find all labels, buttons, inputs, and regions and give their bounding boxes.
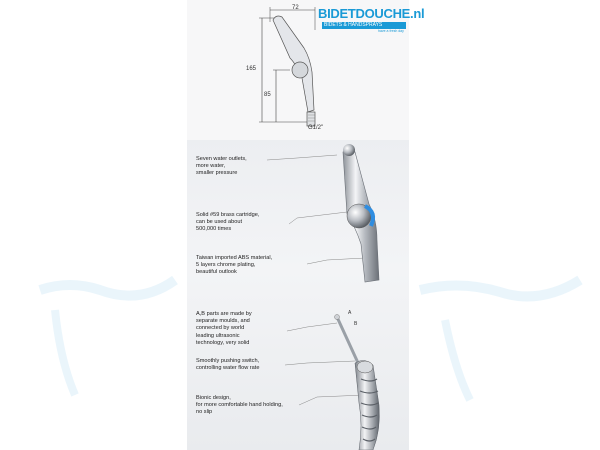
brand-logo [318, 6, 425, 36]
feature-cartridge: Solid #59 brass cartridge, can be used about 500,000 times [196, 212, 260, 233]
feature-bionic: Bionic design, for more comfortable hand holding, no slip [196, 395, 283, 416]
dim-total-height: 165 [246, 66, 257, 72]
part-label-a: A [348, 310, 352, 316]
push-switch [357, 361, 373, 373]
callout-line-outlets [267, 155, 337, 160]
callout-line-material [307, 258, 365, 264]
brand-tagline: have a fresh day [378, 29, 404, 33]
feature-material: Taiwan imported ABS material, 5 layers chrome plating, beautiful outlook [196, 255, 273, 276]
handspray-head [343, 144, 355, 156]
handspray-thread-outline [307, 112, 315, 126]
handspray-tip [335, 315, 340, 320]
brand-subline: BIDETS & HANDSPRAYS [322, 22, 406, 29]
feature-switch: Smoothly pushing switch, controlling water flow rate [196, 358, 260, 372]
handspray-outline [273, 16, 314, 112]
callout-line-bionic [299, 395, 365, 405]
dim-lower-height: 85 [264, 92, 271, 98]
part-label-b: B [354, 321, 358, 327]
feature-outlets: Seven water outlets, more water, smaller pressure [196, 156, 247, 177]
callout-line-parts [287, 323, 337, 331]
callout-line-cartridge [289, 212, 347, 224]
dim-thread: G1/2" [308, 125, 324, 131]
brand-name: BIDETDOUCHE.nl [318, 6, 425, 21]
callout-line-switch [285, 361, 355, 365]
handspray-button-outline [292, 62, 308, 78]
feature-parts: A,B parts are made by separate moulds, and connected by world leading ultrasonic technology, very solid [196, 311, 252, 346]
dim-top-width: 72 [292, 5, 299, 11]
